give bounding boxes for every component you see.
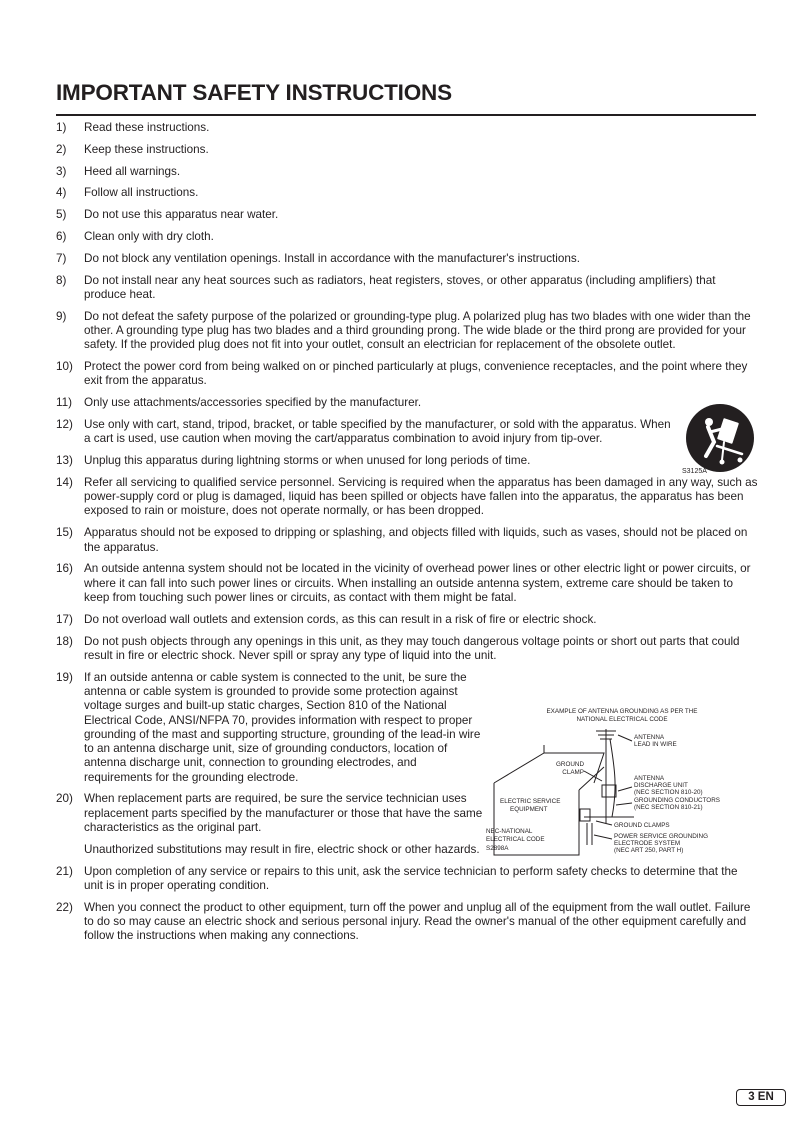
item-number: 17) <box>56 612 73 626</box>
item-text: An outside antenna system should not be located in the vicinity of overhead power lines or other electric light or power circuits, or where it can fall into such power lines or circuits. When installing an outside antenna system, extreme care should be taken to keep from touching such power lines or circuits, as contact with them might be fatal. <box>84 562 751 604</box>
item-text: Do not push objects through any openings in this unit, as they may touch dangerous voltage points or short out parts that could result in fire or electric shock. Never spill or spray any type of liquid into the unit. <box>84 634 740 662</box>
label-ground-clamps: GROUND CLAMPS <box>614 822 670 829</box>
item-number: 22) <box>56 900 73 914</box>
item-number: 12) <box>56 417 73 431</box>
list-item <box>56 613 758 627</box>
item-text: Upon completion of any service or repairs to this unit, ask the service technician to perform safety checks to determine that the unit is in proper operating condition. <box>84 864 738 892</box>
item-text: Do not defeat the safety purpose of the polarized or grounding-type plug. A polarized plug has two blades with one wider than the other. A grounding type plug has two blades and a third grounding prong. The wide blade or the third prong are provided for your safety. If the provided plug does not fit into your outlet, consult an electrician for replacement of the obsolete outlet. <box>84 309 751 352</box>
item-number: 19) <box>56 670 73 684</box>
list-item <box>56 310 758 353</box>
item-number: 20) <box>56 792 73 806</box>
item-number: 15) <box>56 526 73 540</box>
list-item <box>56 562 758 605</box>
item-text: Clean only with dry cloth. <box>84 229 214 243</box>
label-grounding-conductors: (NEC SECTION 810-21) <box>634 804 703 811</box>
list-item <box>56 418 758 447</box>
item-text: Use only with cart, stand, tripod, bracket, or table specified by the manufacturer, or sold with the apparatus. When a cart is used, use caution when moving the cart/apparatus combination to avoid injury from tip-over. <box>84 417 671 446</box>
list-item <box>56 121 758 135</box>
list-item <box>56 454 758 468</box>
label-ground-clamp: CLAMP <box>562 769 584 776</box>
list-item <box>56 526 758 555</box>
item-text: When replacement parts are required, be sure the service technician uses replacement parts specified by the manufacturer or those that have the same characteristics as the original part. <box>84 792 483 835</box>
unauthorized-note: Unauthorized substitutions may result in fire, electric shock or other hazards. <box>84 842 480 856</box>
list-item <box>56 901 758 944</box>
label-nec: NEC-NATIONAL <box>486 828 533 835</box>
label-nec: ELECTRICAL CODE <box>486 836 545 843</box>
item-number: 8) <box>56 273 67 287</box>
list-item <box>56 230 758 244</box>
label-service-equipment: ELECTRIC SERVICE <box>500 798 561 805</box>
item-text: Unplug this apparatus during lightning storms or when unused for long periods of time. <box>84 454 531 468</box>
title-rule <box>56 114 756 116</box>
item-number: 7) <box>56 251 67 265</box>
list-item <box>56 396 758 410</box>
list-item <box>56 635 758 664</box>
antenna-figure-title: EXAMPLE OF ANTENNA GROUNDING AS PER THE <box>546 708 698 715</box>
item-number: 6) <box>56 229 67 243</box>
item-number: 3) <box>56 164 67 178</box>
list-item <box>56 360 758 389</box>
list-item <box>56 165 758 179</box>
item-text: Refer all servicing to qualified service personnel. Servicing is required when the apparatus has been damaged in any way, such as power-supply cord or plug is damaged, liquid has been spilled or objects have fallen into the apparatus, the apparatus has been exposed to rain or moisture, does not operate normally, or has been dropped. <box>84 475 758 518</box>
label-service-equipment: EQUIPMENT <box>510 806 548 813</box>
item-text: Apparatus should not be exposed to dripping or splashing, and objects filled with liquids, such as vases, should not be placed on the apparatus. <box>84 526 748 554</box>
item-number: 4) <box>56 186 67 200</box>
item-number: 10) <box>56 360 73 374</box>
item-text: Only use attachments/accessories specified by the manufacturer. <box>84 396 422 410</box>
label-antenna-lead: LEAD IN WIRE <box>634 741 677 748</box>
item-number: 5) <box>56 208 67 222</box>
list-item <box>56 143 758 157</box>
cart-figure-code: S3125A <box>682 468 707 475</box>
item-text: Heed all warnings. <box>84 164 181 178</box>
antenna-figure-code: S2898A <box>486 845 509 852</box>
item-number: 13) <box>56 454 73 468</box>
list-item <box>56 208 758 222</box>
item-number: 9) <box>56 309 67 323</box>
item-text: If an outside antenna or cable system is connected to the unit, be sure the antenna or cable system is grounded to provide some protection against voltage surges and built-up static charges, Section 810 of the National Electrical Code, ANSI/NFPA 70, provides information with respect to proper grounding of the mast and supporting structure, grounding of the lead-in wire to an antenna discharge unit, size of grounding conductors, location of antenna discharge unit, connection to grounding electrodes, and requirements for the grounding electrode. <box>84 670 481 784</box>
item-number: 1) <box>56 121 67 134</box>
label-electrode-system: POWER SERVICE GROUNDING <box>614 833 708 840</box>
item-text: Keep these instructions. <box>84 142 209 156</box>
page-number: 3 EN <box>736 1089 786 1106</box>
item-number: 14) <box>56 475 73 489</box>
item-text: Do not install near any heat sources such as radiators, heat registers, stoves, or other apparatus (including amplifiers) that produce heat. <box>84 273 716 301</box>
list-item <box>56 274 758 303</box>
list-item <box>56 252 758 266</box>
item-number: 21) <box>56 864 73 878</box>
item-text: Do not overload wall outlets and extension cords, as this can result in a risk of fire or electric shock. <box>84 612 597 626</box>
label-antenna-lead: ANTENNA <box>634 734 665 741</box>
label-grounding-conductors: GROUNDING CONDUCTORS <box>634 797 720 804</box>
item-number: 11) <box>56 396 73 410</box>
item-number: 2) <box>56 142 67 156</box>
list-item <box>56 476 758 519</box>
list-item <box>56 186 758 200</box>
antenna-figure-title: NATIONAL ELECTRICAL CODE <box>576 716 668 723</box>
label-ground-clamp: GROUND <box>556 761 584 768</box>
label-electrode-system: (NEC ART 250, PART H) <box>614 847 684 854</box>
item-text: Protect the power cord from being walked on or pinched particularly at plugs, convenience receptacles, and the point where they exit from the apparatus. <box>84 360 748 388</box>
item-text: Do not use this apparatus near water. <box>84 208 279 222</box>
label-discharge-unit: DISCHARGE UNIT <box>634 782 688 789</box>
label-discharge-unit: (NEC SECTION 810-20) <box>634 789 703 796</box>
item-text: Follow all instructions. <box>84 186 199 200</box>
label-electrode-system: ELECTRODE SYSTEM <box>614 840 681 847</box>
label-discharge-unit: ANTENNA <box>634 775 665 782</box>
item-text: Read these instructions. <box>84 121 210 134</box>
page-title: IMPORTANT SAFETY INSTRUCTIONS <box>56 80 452 105</box>
item-number: 18) <box>56 634 73 648</box>
cart-tip-over-warning-icon <box>682 402 758 478</box>
item-text: Do not block any ventilation openings. Install in accordance with the manufacturer's instructions. <box>84 251 580 265</box>
item-text: When you connect the product to other equipment, turn off the power and unplug all of the equipment from the wall outlet. Failure to do so may cause an electric shock and serious personal injury. Read the owner's manual of the other equipment carefully and follow the instructions when making any connections. <box>84 900 751 943</box>
antenna-grounding-diagram <box>484 705 760 880</box>
item-number: 16) <box>56 562 73 576</box>
